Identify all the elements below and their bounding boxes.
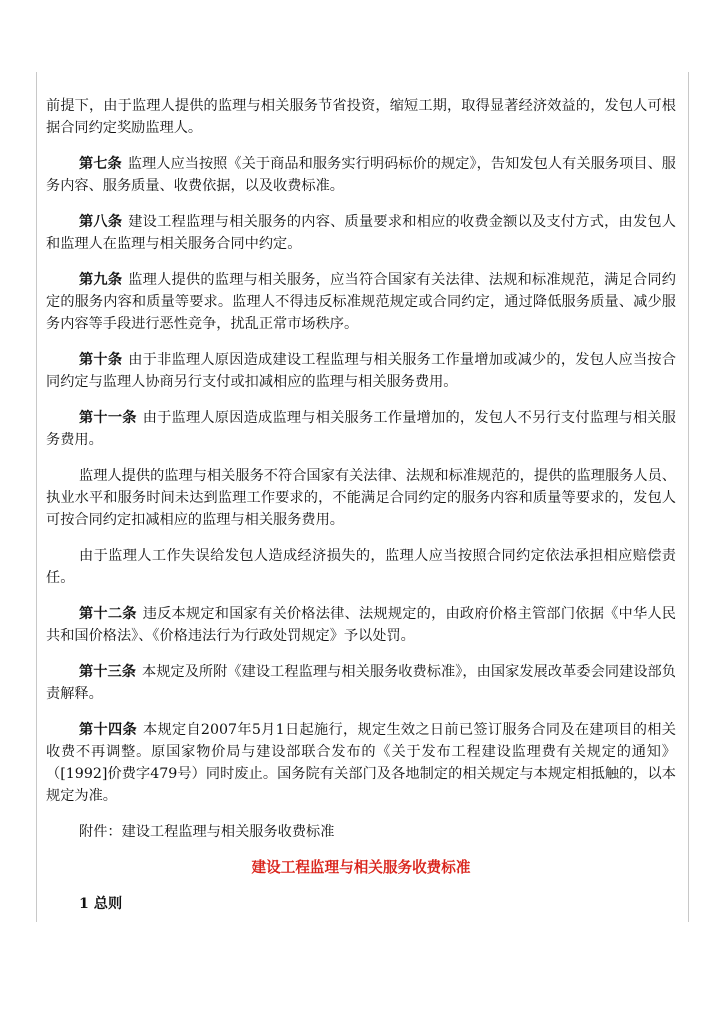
article-14: [46, 719, 676, 807]
article-label: 第十三条: [79, 664, 136, 680]
article-text: 违反本规定和国家有关价格法律、法规规定的，由政府价格主管部门依据《中华人民共和国价格法》、《价格违法行为行政处罚规定》予以处罚。: [46, 606, 676, 644]
quality-paragraph: 监理人提供的监理与相关服务不符合国家有关法律、法规和标准规范的，提供的监理服务人员、执业水平和服务时间未达到监理工作要求的，不能满足合同约定的服务内容和质量等要求的，发包人可按合同约定扣减相应的监理与相关服务费用。: [46, 468, 676, 528]
standard-title: 建设工程监理与相关服务收费标准: [251, 859, 471, 876]
article-text: 由于非监理人原因造成建设工程监理与相关服务工作量增加或减少的，发包人应当按合同约定与监理人协商另行支付或扣减相应的监理与相关服务费用。: [46, 352, 676, 390]
article-label: 第八条: [79, 214, 123, 230]
article-text: 建设工程监理与相关服务的内容、质量要求和相应的收费金额以及支付方式，由发包人和监理人在监理与相关服务合同中约定。: [46, 214, 676, 252]
article-label: 第十二条: [79, 606, 137, 622]
article-11: [46, 407, 676, 451]
attachment-line: 附件：建设工程监理与相关服务收费标准: [79, 824, 335, 840]
article-label: 第十一条: [79, 410, 137, 426]
article-text: 监理人提供的监理与相关服务，应当符合国家有关法律、法规和标准规范，满足合同约定的服务内容和质量等要求。监理人不得违反标准规范规定或合同约定，通过降低服务质量、减少服务内容等手段进行恶性竞争，扰乱正常市场秩序。: [46, 272, 676, 332]
section-heading: 1 总则: [79, 896, 123, 912]
article-7: [46, 153, 676, 197]
article-10: [46, 349, 676, 393]
article-12: [46, 603, 676, 647]
article-text: 由于监理人原因造成监理与相关服务工作量增加的，发包人不另行支付监理与相关服务费用。: [46, 410, 676, 448]
article-label: 第九条: [79, 272, 123, 288]
article-text: 监理人应当按照《关于商品和服务实行明码标价的规定》，告知发包人有关服务项目、服务内容、服务质量、收费依据，以及收费标准。: [46, 156, 676, 194]
article-label: 第十条: [79, 352, 123, 368]
article-text: 本规定自2007年5月1日起施行，规定生效之日前已签订服务合同及在建项目的相关收费不再调整。原国家物价局与建设部联合发布的《关于发布工程建设监理费有关规定的通知》（[1992]价费字479号）同时废止。国务院有关部门及各地制定的相关规定与本规定相抵触的，以本规定为准。: [46, 722, 676, 804]
article-text: 本规定及所附《建设工程监理与相关服务收费标准》，由国家发展改革委会同建设部负责解释。: [46, 664, 676, 702]
article-label: 第十四条: [79, 722, 137, 738]
document-body: [46, 95, 676, 915]
article-8: [46, 211, 676, 255]
intro-paragraph: 前提下，由于监理人提供的监理与相关服务节省投资，缩短工期，取得显著经济效益的，发包人可根据合同约定奖励监理人。: [46, 98, 676, 136]
loss-paragraph: 由于监理人工作失误给发包人造成经济损失的，监理人应当按照合同约定依法承担相应赔偿责任。: [46, 548, 676, 586]
article-9: [46, 269, 676, 335]
article-label: 第七条: [79, 156, 122, 172]
article-13: [46, 661, 676, 705]
